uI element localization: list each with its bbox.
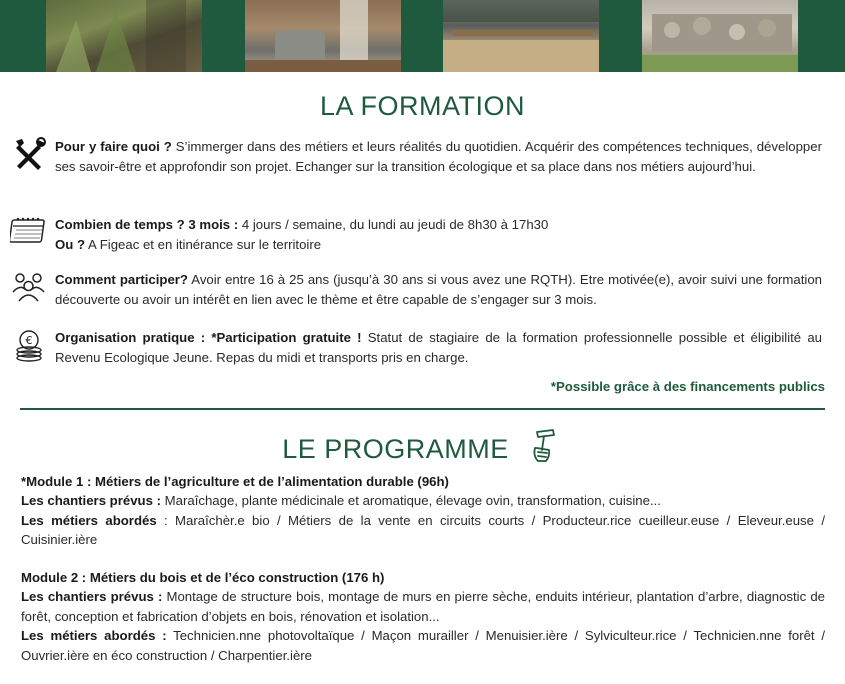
formation-item-purpose xyxy=(10,137,822,197)
duration-body: 4 jours / semaine, du lundi au jeudi de 8h30 à 17h30 xyxy=(238,217,549,232)
module-2-title: Module 2 : Métiers du bois et de l’éco construction (176 h) xyxy=(21,570,385,585)
organisation-text xyxy=(55,328,822,367)
tools-icon xyxy=(10,137,48,171)
module-2-chantiers: Montage de structure bois, montage de murs en pierre sèche, enduits intérieur, plantation d’arbre, diagnostic de forêt, conception et fabrication d’objets en bois, rénovation et isolation... xyxy=(21,589,825,624)
formation-title: LA FORMATION xyxy=(319,91,526,121)
programme-title: LE PROGRAMME xyxy=(282,434,509,464)
funding-note: *Possible grâce à des financements publics xyxy=(550,379,825,394)
group-photo xyxy=(443,0,599,72)
participate-body: Avoir entre 16 à 25 ans (jusqu’à 30 ans si vous avez une RQTH). Etre motivée(e), avoir suivi une formation découverte ou avoir un intérêt en lien avec le thème et être capable de s’engager sur 3 mois. xyxy=(55,272,822,307)
participate-text xyxy=(55,270,822,309)
free-participation-label: *Participation gratuite ! xyxy=(205,330,362,345)
top-banner xyxy=(0,0,845,72)
duration-label: Combien de temps ? 3 mois : xyxy=(55,217,239,232)
participate-label: Comment participer? xyxy=(55,272,188,287)
module-1-chantiers: Maraîchage, plante médicinale et aromatique, élevage ovin, transformation, cuisine... xyxy=(161,493,661,509)
module-2-metiers: Technicien.nne photovoltaïque / Maçon murailler / Menuisier.ière / Sylviculteur.rice / Technicien.nne forêt / Ouvrier.ière en éco construction / Charpentier.ière xyxy=(21,628,826,663)
workshop-photo xyxy=(245,0,401,72)
duration-text xyxy=(55,215,822,254)
location-label: Ou ? xyxy=(55,236,86,252)
module-1-title: *Module 1 : Métiers de l’agriculture et de l’alimentation durable (96h) xyxy=(21,474,449,489)
hammer-hand-icon xyxy=(523,426,563,473)
programme-heading xyxy=(0,426,845,473)
formation-item-duration xyxy=(10,215,822,257)
module-1-metiers-label: Les métiers abordés xyxy=(21,512,157,528)
formation-item-participate xyxy=(10,270,822,312)
people-icon xyxy=(10,270,48,304)
purpose-text xyxy=(55,137,822,176)
module-1-metiers: : Maraîchèr.e bio / Métiers de la vente en circuits courts / Producteur.rice cueilleur.euse / Eleveur.euse / Cuisinier.ière xyxy=(21,512,825,548)
module-2-metiers-label: Les métiers abordés : xyxy=(21,628,167,644)
organisation-body: Statut de stagiaire de la formation professionnelle possible et éligibilité au Revenu Ecologique Jeune. Repas du midi et transports pris en charge. xyxy=(55,330,823,365)
stone-wall-photo xyxy=(642,0,798,72)
svg-text:€: € xyxy=(25,334,33,347)
module-2-chantiers-label: Les chantiers prévus : xyxy=(21,589,163,605)
calendar-icon xyxy=(10,215,48,249)
module-2 xyxy=(21,568,825,665)
garden-photo xyxy=(46,0,202,72)
location-body: A Figeac et en itinérance sur le territoire xyxy=(85,236,322,252)
formation-item-organisation xyxy=(10,328,822,370)
module-1-chantiers-label: Les chantiers prévus : xyxy=(21,493,161,509)
organisation-label: Organisation pratique : xyxy=(55,330,206,345)
section-divider xyxy=(20,408,825,410)
module-1 xyxy=(21,472,825,550)
euro-coins-icon xyxy=(10,328,48,362)
purpose-label: Pour y faire quoi ? xyxy=(55,139,172,154)
purpose-body: S’immerger dans des métiers et leurs réalités du quotidien. Acquérir des compétences techniques, développer ses savoir-être et approfondir son projet. Echanger sur la transition écologique et sa place dans nos métiers aujourd’hui. xyxy=(55,139,822,174)
